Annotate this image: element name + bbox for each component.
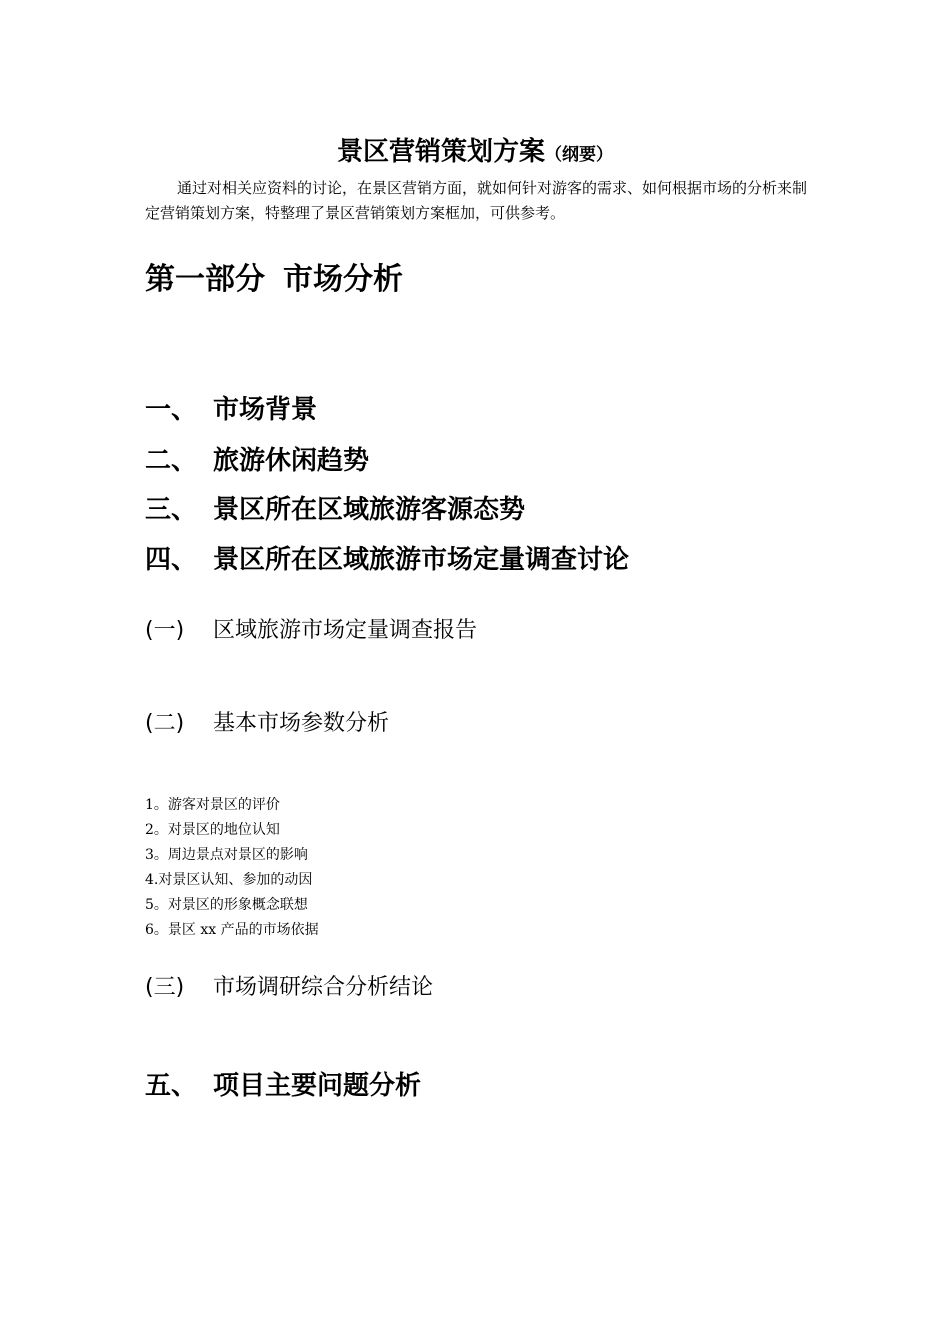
part-label: 第一部分: [145, 262, 265, 297]
subsection-title: 基本市场参数分析: [213, 711, 390, 736]
section-number: 一、: [145, 395, 198, 425]
subsection-title: 市场调研综合分析结论: [213, 975, 434, 1000]
list-item: 5。对景区的形象概念联想: [145, 897, 308, 913]
title-subtitle: （纲要）: [545, 145, 613, 165]
subsection-title: 区域旅游市场定量调查报告: [213, 618, 478, 643]
section-number: 四、: [145, 545, 198, 575]
section-title: 景区所在区域旅游客源态势: [213, 495, 526, 525]
list-item: 2。对景区的地位认知: [145, 822, 280, 838]
section-number: 二、: [145, 446, 198, 476]
list-item: 3。周边景点对景区的影响: [145, 847, 308, 863]
subsection-number: (一): [145, 618, 185, 643]
subsection-number: (三): [145, 975, 185, 1000]
section-number: 三、: [145, 495, 198, 525]
document-title: [0, 132, 950, 175]
section-heading-3: [145, 490, 525, 530]
section-title: 景区所在区域旅游市场定量调查讨论: [213, 545, 630, 575]
list-item: 4.对景区认知、参加的动因: [145, 872, 313, 888]
subsection-heading-3: [145, 971, 433, 1005]
section-heading-1: [145, 390, 317, 430]
part-heading: [145, 254, 403, 306]
section-title: 项目主要问题分析: [213, 1071, 422, 1101]
list-item: 1。游客对景区的评价: [145, 797, 280, 813]
section-title: 旅游休闲趋势: [213, 446, 370, 476]
subsection-number: (二): [145, 711, 185, 736]
section-heading-5: [145, 1066, 421, 1106]
subsection-heading-1: [145, 614, 477, 648]
parameter-list: [145, 793, 319, 943]
part-title: 市场分析: [283, 262, 403, 297]
intro-text: 通过对相关应资料的讨论，在景区营销方面，就如何针对游客的需求、如何根据市场的分析来制定营销策划方案，特整理了景区营销策划方案框加，可供参考。: [145, 179, 808, 222]
section-number: 五、: [145, 1071, 198, 1101]
title-main: 景区营销策划方案: [336, 137, 545, 167]
list-item: 6。景区 xx 产品的市场依据: [145, 922, 319, 938]
section-title: 市场背景: [213, 395, 318, 425]
subsection-heading-2: [145, 707, 389, 741]
intro-paragraph: [145, 176, 810, 226]
section-heading-2: [145, 441, 369, 481]
section-heading-4: [145, 540, 629, 580]
